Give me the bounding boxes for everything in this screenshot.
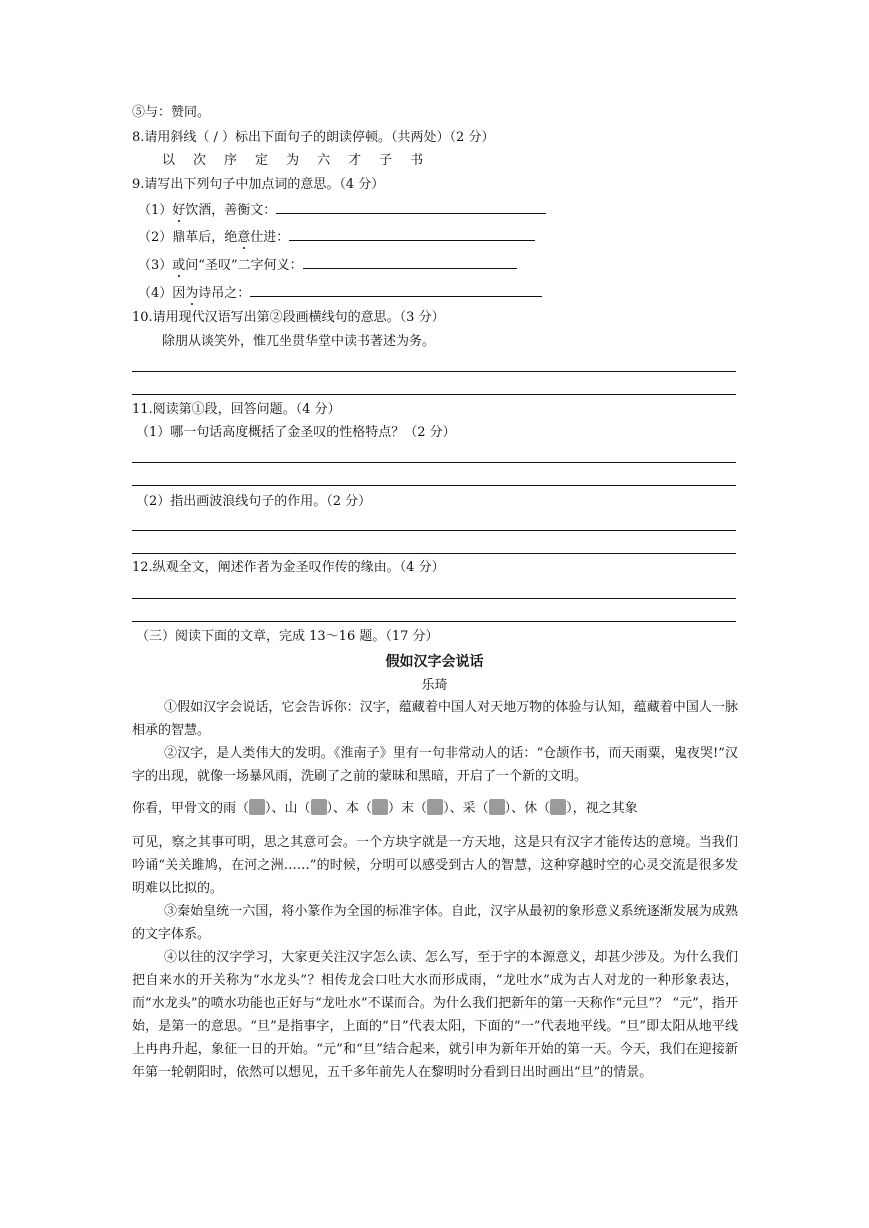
oracle-pick-icon — [489, 799, 505, 815]
q7-item5: ⑤与：赞同。 — [132, 105, 211, 120]
answer-blank[interactable] — [276, 199, 546, 214]
q9-item-3: （3）或问“圣叹”二字何义： — [138, 254, 517, 276]
answer-line[interactable] — [132, 485, 736, 486]
dotted-char: 好 — [172, 203, 186, 218]
q9-prompt: 9.请写出下列句子中加点词的意思。（4 分） — [132, 177, 385, 192]
answer-line[interactable] — [132, 394, 736, 395]
dotted-char: 意 — [237, 230, 251, 245]
paragraph-2b: 你看，甲骨文的雨（ ）、山（ ）、本（ ）末（ ）、采（ ）、休（ ），视之其象 — [132, 801, 638, 816]
oracle-tip-icon — [427, 799, 443, 815]
q10-sentence: 除朋从谈笑外，惟兀坐贯华堂中读书著述为务。 — [162, 334, 436, 349]
answer-blank[interactable] — [250, 282, 542, 297]
q8-sentence: 以 次 序 定 为 六 才 子 书 — [162, 153, 424, 168]
answer-line[interactable] — [132, 530, 736, 531]
article-author: 乐琦 — [421, 678, 448, 693]
paragraph-2a: ②汉字，是人类伟大的发明。《淮南子》里有一句非常动人的话：“仓颉作书，而天雨粟，鬼夜哭!”汉字的出现，就像一场暴风雨，洗刷了之前的蒙昧和黑暗，开启了一个新的文明。 — [132, 746, 738, 784]
oracle-root-icon — [372, 799, 388, 815]
answer-line[interactable] — [132, 621, 736, 622]
answer-line[interactable] — [132, 371, 736, 372]
paragraph-2c: 可见，察之其事可明，思之其意可会。一个方块字就是一方天地，这是只有汉字才能传达的意境。当我们吟诵“关关雎鸠，在河之洲……”的时候，分明可以感受到古人的智慧，这种穿越时空的心灵交流是很多发明难以比拟的。 — [132, 835, 738, 896]
q12-prompt: 12.纵观全文，阐述作者为金圣叹作传的缘由。（4 分） — [132, 560, 445, 575]
q11-sub2: （2）指出画波浪线句子的作用。（2 分） — [136, 494, 372, 509]
article-title: 假如汉字会说话 — [385, 654, 484, 670]
oracle-rain-icon — [249, 799, 265, 815]
q11-prompt: 11.阅读第①段，回答问题。（4 分） — [132, 402, 341, 417]
oracle-mountain-icon — [311, 799, 327, 815]
dotted-char: 或 — [172, 258, 186, 273]
q11-sub1: （1）哪一句话高度概括了金圣叹的性格特点？（2 分） — [136, 425, 456, 440]
paragraph-3: ③秦始皇统一六国，将小篆作为全国的标准字体。自此，汉字从最初的象形意义系统逐渐发展为成熟的文字体系。 — [132, 904, 738, 942]
q9-item-2: （2）鼎革后，绝意仕进： — [138, 226, 535, 248]
paragraph-1: ①假如汉字会说话，它会告诉你：汉字，蕴藏着中国人对天地万物的体验与认知，蕴藏着中国人一脉相承的智慧。 — [132, 700, 738, 738]
answer-blank[interactable] — [289, 226, 535, 241]
q10-prompt: 10.请用现代汉语写出第②段画横线句的意思。（3 分） — [132, 310, 445, 325]
section-heading: （三）阅读下面的文章，完成 13～16 题。（17 分） — [136, 629, 439, 644]
answer-line[interactable] — [132, 598, 736, 599]
answer-line[interactable] — [132, 462, 736, 463]
q9-item-4: （4）因为诗吊之： — [138, 282, 542, 304]
dotted-char: 为 — [185, 286, 199, 301]
q8-prompt: 8.请用斜线（ / ）标出下面句子的朗读停顿。（共两处）（2 分） — [132, 130, 495, 145]
answer-line[interactable] — [132, 553, 736, 554]
answer-blank[interactable] — [303, 254, 517, 269]
oracle-rest-icon — [550, 799, 566, 815]
q9-item-1: （1）好饮酒，善衡文： — [138, 199, 546, 221]
paragraph-4: ④以往的汉字学习，大家更关注汉字怎么读、怎么写，至于字的本源意义，却甚少涉及。为什么我们把自来水的开关称为“水龙头”？相传龙会口吐大水而形成雨，“龙吐水”成为古人对龙的一种形象表达，而“水龙头”的喷水功能也正好与“龙吐水”不谋而合。为什么我们把新年的第一天称作“元旦”？ “元”，指开始，是第一的意思。“旦”是指事字，上面的“日”代表太阳，下面的“一”代表地平线。“旦”即太阳从地平线上冉冉升起，象征一日的开始。“元”和“旦”结合起来，就引申为新年开始的第一天。今天，我们在迎接新年第一轮朝阳时，依然可以想见，五千多年前先人在黎明时分看到日出时画出“旦”的情景。 — [132, 950, 738, 1080]
